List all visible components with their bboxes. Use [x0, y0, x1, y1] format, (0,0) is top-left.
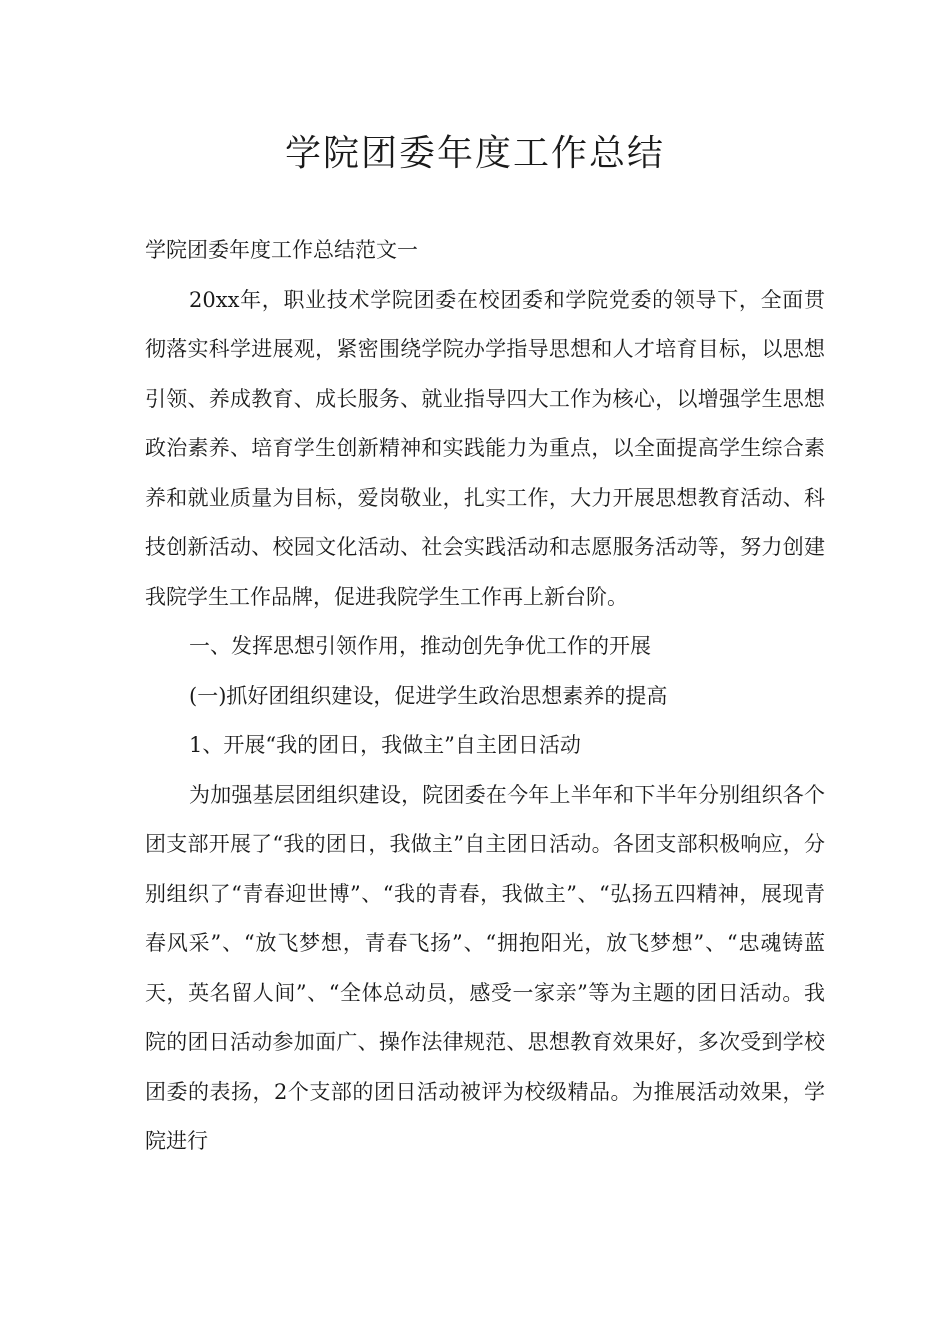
- paragraph: 20xx年，职业技术学院团委在校团委和学院党委的领导下，全面贯彻落实科学进展观，紧密围绕学院办学指导思想和人才培育目标，以思想引领、养成教育、成长服务、就业指导四大工作为核心，以增强学生思想政治素养、培育学生创新精神和实践能力为重点，以全面提高学生综合素养和就业质量为目标，爱岗敬业，扎实工作，大力开展思想教育活动、科技创新活动、校园文化活动、社会实践活动和志愿服务活动等，努力创建我院学生工作品牌，促进我院学生工作再上新台阶。: [145, 287, 825, 609]
- document-title: 学院团委年度工作总结: [284, 133, 665, 174]
- item-heading: 1、开展“我的团日，我做主”自主团日活动: [189, 733, 581, 757]
- paragraph: 为加强基层团组织建设，院团委在今年上半年和下半年分别组织各个团支部开展了“我的团日，我做主”自主团日活动。各团支部积极响应，分别组织了“青春迎世博”、“我的青春，我做主”、“弘扬五四精神，展现青春风采”、“放飞梦想，青春飞扬”、“拥抱阳光，放飞梦想”、“忠魂铸蓝天，英名留人间”、“全体总动员，感受一家亲”等为主题的团日活动。我院的团日活动参加面广、操作法律规范、思想教育效果好，多次受到学校团委的表扬，2个支部的团日活动被评为校级精品。为推展活动效果，学院进行: [145, 782, 825, 1153]
- subsection-heading: (一)抓好团组织建设，促进学生政治思想素养的提高: [189, 683, 668, 708]
- document-subtitle: 学院团委年度工作总结范文一: [145, 238, 418, 262]
- section-heading: 一、发挥思想引领作用，推动创先争优工作的开展: [189, 634, 651, 658]
- document-body: [145, 226, 825, 1167]
